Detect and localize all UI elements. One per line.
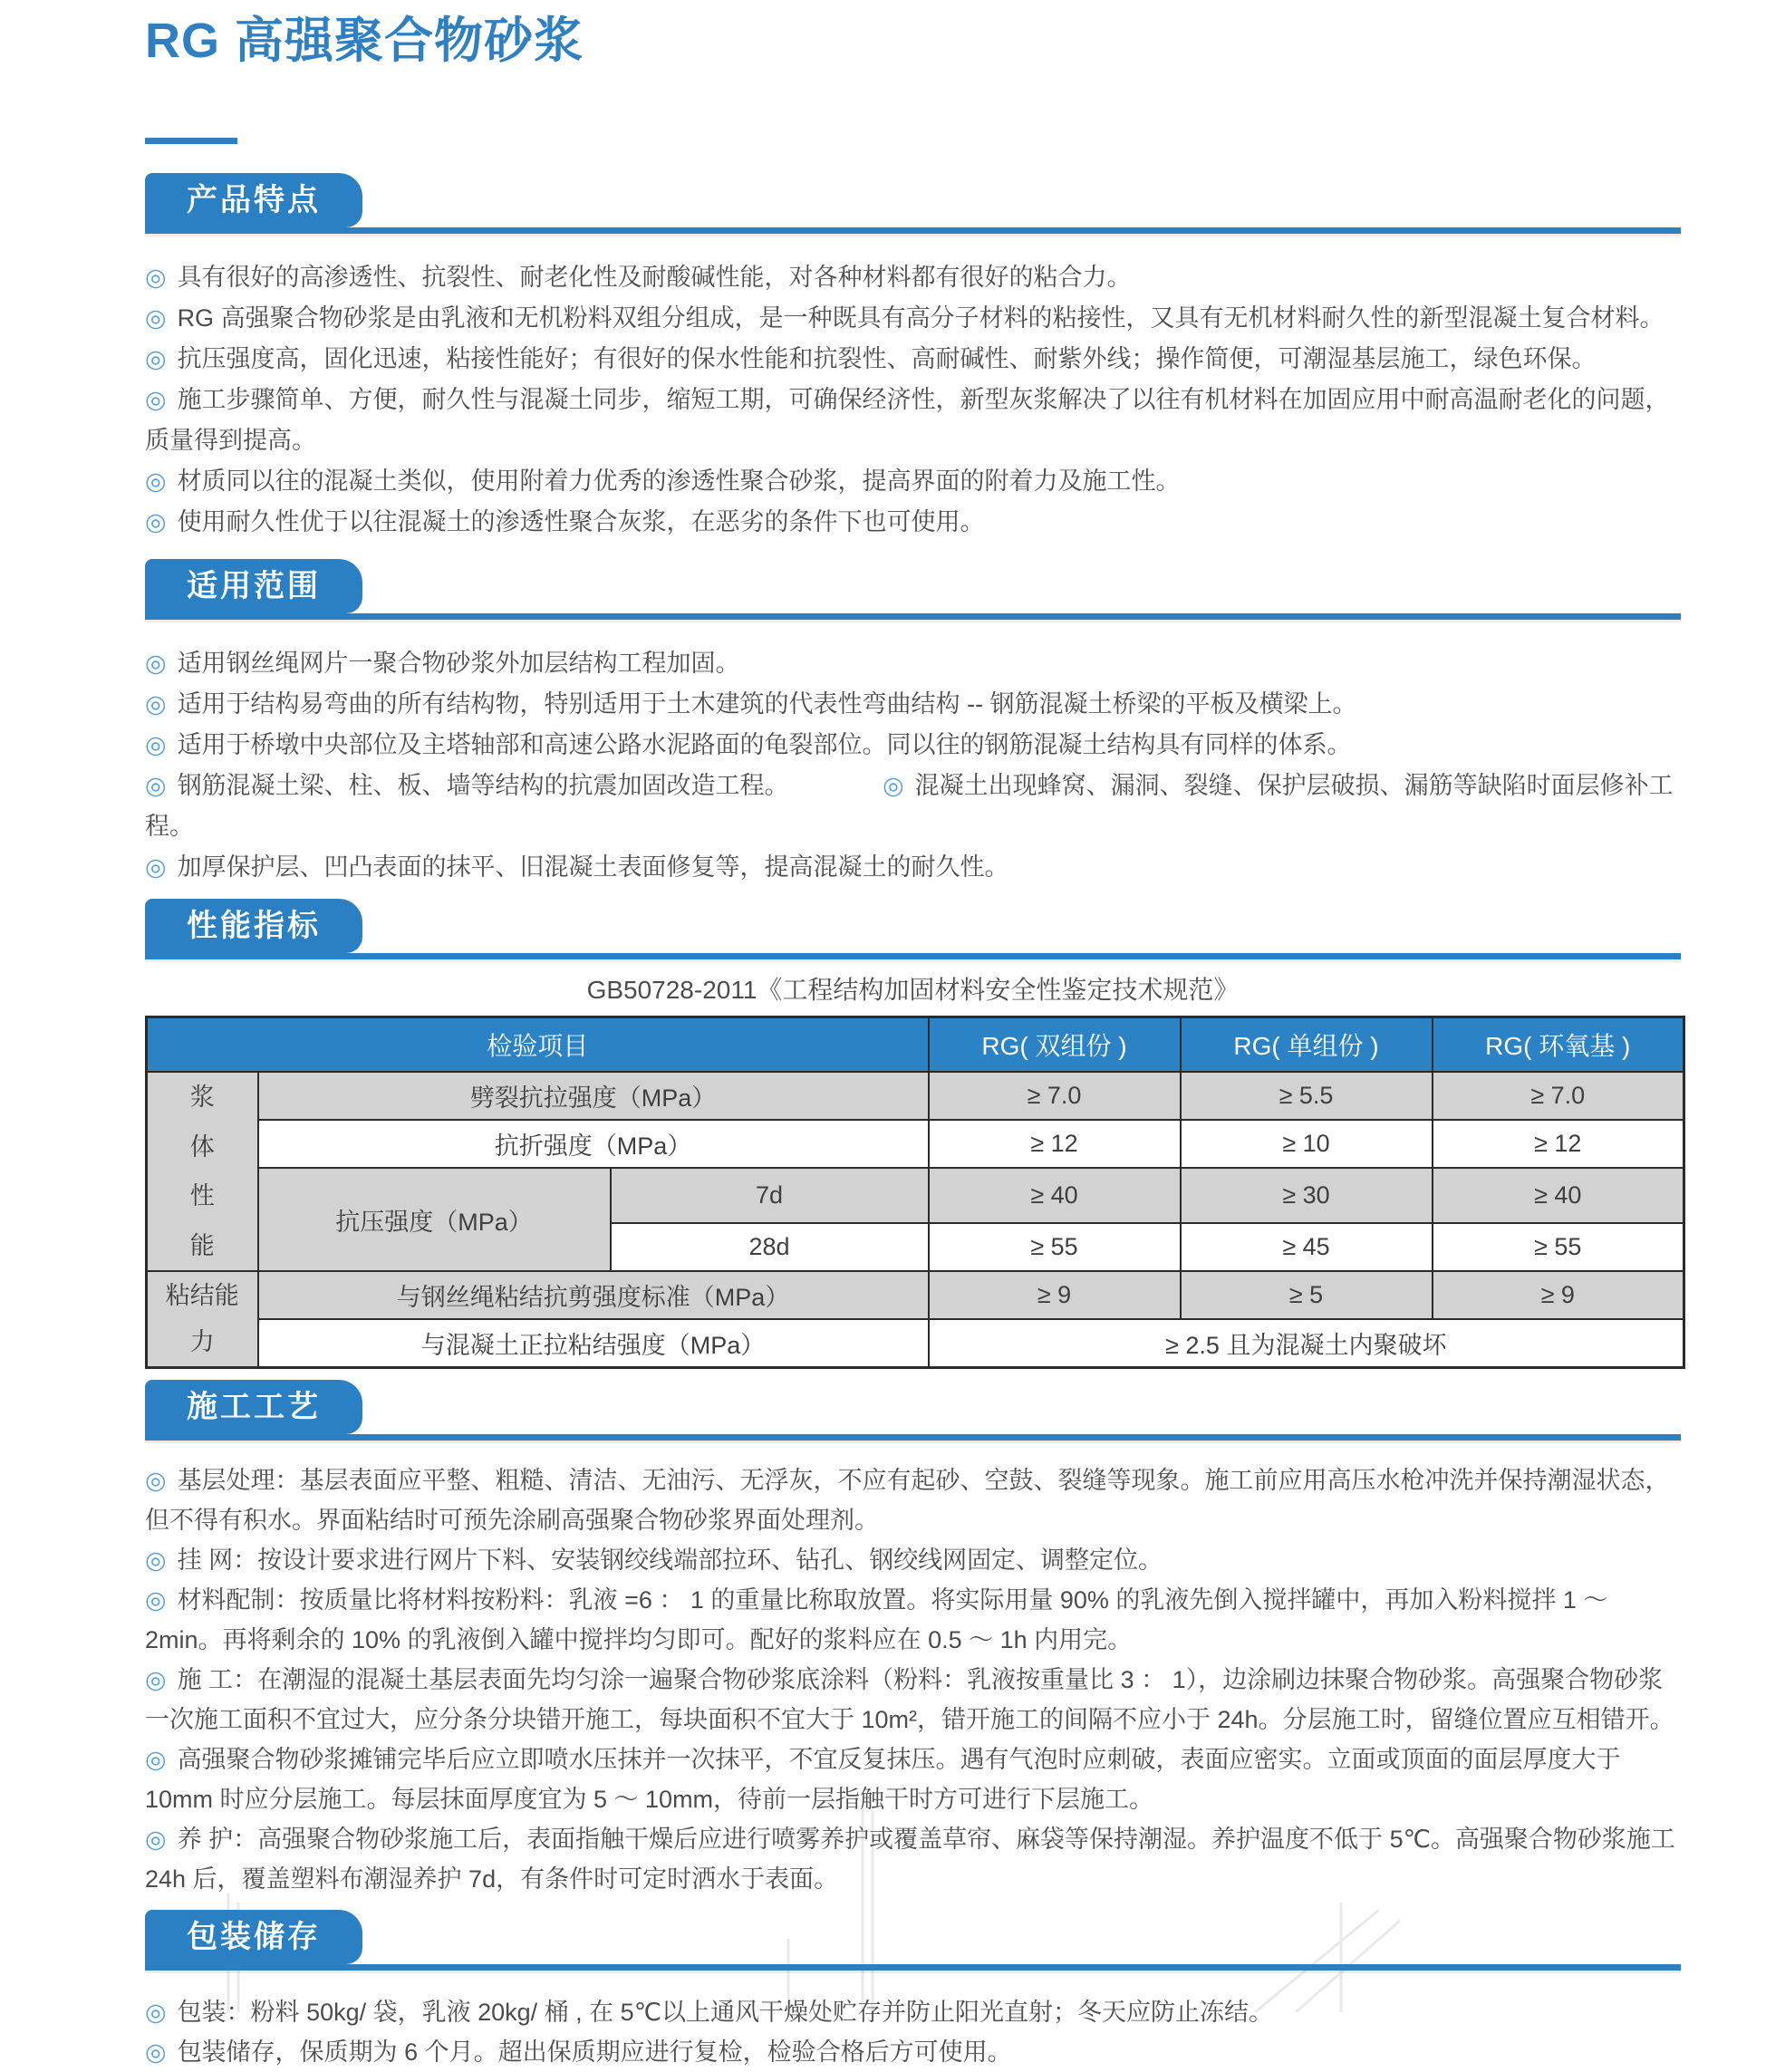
table-row [147, 1271, 1684, 1319]
bullet-text: 抗压强度高，固化迅速，粘接性能好；有很好的保水性能和抗裂性、高耐碱性、耐紫外线；操作简便，可潮湿基层施工，绿色环保。 [177, 345, 1597, 372]
bullet-item [145, 1460, 1681, 1540]
bullet-item [145, 1580, 1681, 1660]
section-header-performance [145, 899, 1681, 959]
bullet-item [145, 643, 1681, 684]
row-item: 抗折强度（MPa） [258, 1120, 929, 1168]
bullet-icon: ◎ [145, 1746, 167, 1774]
row-value: ≥ 7.0 [1433, 1072, 1684, 1120]
bullet-text: 施工步骤简单、方便，耐久性与混凝土同步，缩短工期，可确保经济性，新型灰浆解决了以往有机材料在加固应用中耐高温耐老化的问题，质量得到提高。 [145, 386, 1670, 454]
bullet-text: 施 工：在潮湿的混凝土基层表面先均匀涂一遍聚合物砂浆底涂料（粉料：乳液按重量比 3 ： 1），边涂刷边抹聚合物砂浆。高强聚合物砂浆一次施工面积不宜过大，应分条分块错开施工，每块面积不宜大于 10m²，错开施工的间隔不应小于 24h。分层施工时，留缝位置应互相错开。 [145, 1666, 1674, 1734]
table-row [147, 1168, 1684, 1223]
bullet-icon: ◎ [145, 1826, 167, 1854]
bullet-text: 加厚保护层、凹凸表面的抹平、旧混凝土表面修复等，提高混凝土的耐久性。 [177, 853, 1009, 881]
bullet-text: 包装储存，保质期为 6 个月。超出保质期应进行复检，检验合格后方可使用。 [177, 2038, 1012, 2067]
bullet-text: 材料配制：按质量比将材料按粉料：乳液 =6 ： 1 的重量比称取放置。将实际用量 90% 的乳液先倒入搅拌罐中，再加入粉料搅拌 1 ～ 2min。再将剩余的 10% 的乳液倒入罐中搅拌均匀即可。配好的浆料应在 0.5 ～ 1h 内用完。 [145, 1586, 1608, 1654]
table-header-row [147, 1017, 1684, 1073]
scope-bullet-list [145, 620, 1681, 888]
row-item: 与混凝土正拉粘结强度（MPa） [258, 1319, 929, 1368]
bullet-item-pair [145, 766, 1681, 847]
table-caption: GB50728-2011《工程结构加固材料安全性鉴定技术规范》 [586, 976, 1240, 1004]
process-bullet-list [145, 1441, 1681, 1899]
table-header-rg-double: RG( 双组份 ) [929, 1017, 1181, 1073]
bullet-icon: ◎ [145, 1467, 167, 1495]
performance-table [145, 1016, 1685, 1369]
bullet-text: 具有很好的高渗透性、抗裂性、耐老化性及耐酸碱性能，对各种材料都有很好的粘合力。 [177, 264, 1132, 291]
bullet-item [145, 502, 1681, 543]
bullet-text: 材质同以往的混凝土类似，使用附着力优秀的渗透性聚合砂浆，提高界面的附着力及施工性。 [177, 467, 1181, 495]
bullet-text: 挂 网：按设计要求进行网片下料、安装钢绞线端部拉环、钻孔、钢绞线网固定、调整定位。 [177, 1547, 1163, 1575]
row-item: 劈裂抗拉强度（MPa） [258, 1072, 929, 1120]
features-bullet-list [145, 234, 1681, 543]
bullet-icon: ◎ [883, 772, 904, 799]
row-subitem: 28d [611, 1223, 929, 1271]
bullet-item [145, 257, 1681, 298]
bullet-item [145, 1540, 1681, 1580]
row-item: 与钢丝绳粘结抗剪强度标准（MPa） [258, 1271, 929, 1319]
bullet-icon: ◎ [145, 731, 167, 758]
bullet-item [145, 684, 1681, 725]
table-row [147, 1072, 1684, 1120]
bullet-text: 高强聚合物砂浆摊铺完毕后应立即喷水压抹并一次抹平，不宜反复抹压。遇有气泡时应刺破，表面应密实。立面或顶面的面层厚度大于 10mm 时应分层施工。每层抹面厚度宜为 5 ～ 10mm，待前一层指触干时方可进行下层施工。 [145, 1746, 1621, 1814]
section-header-features [145, 173, 1681, 234]
row-value: ≥ 7.0 [929, 1072, 1181, 1120]
bullet-pair-left [145, 772, 789, 799]
row-value: ≥ 9 [1433, 1271, 1684, 1319]
row-value: ≥ 30 [1181, 1168, 1433, 1223]
table-header-rg-epoxy: RG( 环氧基 ) [1433, 1017, 1684, 1073]
group-label-bonding: 粘结能力 [147, 1271, 258, 1368]
bullet-icon: ◎ [145, 264, 167, 291]
title-underline [145, 138, 237, 144]
bullet-text: 钢筋混凝土梁、柱、板、墙等结构的抗震加固改造工程。 [177, 772, 789, 799]
bullet-text: 适用钢丝绳网片一聚合物砂浆外加层结构工程加固。 [177, 650, 740, 677]
row-value: ≥ 5 [1181, 1271, 1433, 1319]
bullet-item [145, 1660, 1681, 1740]
group-label-slurry: 浆体性能 [147, 1072, 258, 1271]
table-row [147, 1319, 1684, 1368]
bullet-icon: ◎ [145, 386, 167, 413]
packaging-bullet-list [145, 1971, 1681, 2072]
section-header-process [145, 1380, 1681, 1441]
bullet-item [145, 298, 1681, 339]
bullet-item [145, 1740, 1681, 1819]
row-value-merged: ≥ 2.5 且为混凝土内聚破坏 [929, 1319, 1684, 1368]
table-row [147, 1120, 1684, 1168]
section-badge-performance: 性能指标 [145, 899, 362, 953]
bullet-icon: ◎ [145, 1666, 167, 1694]
section-header-packaging [145, 1910, 1681, 1971]
bullet-icon: ◎ [145, 772, 167, 799]
bullet-item [145, 1992, 1681, 2032]
row-value: ≥ 55 [929, 1223, 1181, 1271]
row-value: ≥ 40 [1433, 1168, 1684, 1223]
bullet-icon: ◎ [145, 1999, 167, 2027]
bullet-icon: ◎ [145, 467, 167, 495]
bullet-icon: ◎ [145, 650, 167, 677]
row-value: ≥ 9 [929, 1271, 1181, 1319]
bullet-icon: ◎ [145, 508, 167, 535]
bullet-item [145, 1819, 1681, 1899]
bullet-item [145, 461, 1681, 502]
bullet-icon: ◎ [145, 853, 167, 881]
section-badge-process: 施工工艺 [145, 1380, 362, 1434]
bullet-text: 适用于结构易弯曲的所有结构物，特别适用于土木建筑的代表性弯曲结构 -- 钢筋混凝土桥梁的平板及横梁上。 [177, 690, 1357, 718]
bullet-icon: ◎ [145, 345, 167, 372]
row-value: ≥ 55 [1433, 1223, 1684, 1271]
bullet-text: 养 护：高强聚合物砂浆施工后，表面指触干燥后应进行喷雾养护或覆盖草帘、麻袋等保持潮湿。养护温度不低于 5℃。高强聚合物砂浆施工 24h 后，覆盖塑料布潮湿养护 7d，有条件时可定时洒水于表面。 [145, 1826, 1675, 1894]
section-header-scope [145, 559, 1681, 620]
section-badge-packaging: 包装储存 [145, 1910, 362, 1964]
bullet-text: RG 高强聚合物砂浆是由乳液和无机粉料双组分组成，是一种既具有高分子材料的粘接性，又具有无机材料耐久性的新型混凝土复合材料。 [177, 304, 1664, 332]
bullet-text: 使用耐久性优于以往混凝土的渗透性聚合灰浆，在恶劣的条件下也可使用。 [177, 508, 985, 535]
bullet-icon: ◎ [145, 690, 167, 718]
bullet-item [145, 380, 1681, 461]
bullet-text: 包装：粉料 50kg/ 袋，乳液 20kg/ 桶 , 在 5℃以上通风干燥处贮存并防止阳光直射；冬天应防止冻结。 [177, 1999, 1274, 2027]
bullet-item [145, 339, 1681, 380]
row-value: ≥ 5.5 [1181, 1072, 1433, 1120]
row-value: ≥ 12 [929, 1120, 1181, 1168]
bullet-item [145, 2032, 1681, 2072]
bullet-item [145, 725, 1681, 766]
bullet-text: 基层处理：基层表面应平整、粗糙、清洁、无油污、无浮灰，不应有起砂、空鼓、裂缝等现象。施工前应用高压水枪冲洗并保持潮湿状态，但不得有积水。界面粘结时可预先涂刷高强聚合物砂浆界面处理剂。 [145, 1467, 1670, 1535]
section-badge-features: 产品特点 [145, 173, 362, 227]
table-header-rg-single: RG( 单组份 ) [1181, 1017, 1433, 1073]
row-value: ≥ 40 [929, 1168, 1181, 1223]
row-value: ≥ 45 [1181, 1223, 1433, 1271]
page-title: RG 高强聚合物砂浆 [145, 14, 584, 68]
table-header-item: 检验项目 [147, 1017, 929, 1073]
bullet-icon: ◎ [145, 2038, 167, 2067]
bullet-icon: ◎ [145, 304, 167, 332]
bullet-icon: ◎ [145, 1547, 167, 1575]
section-badge-scope: 适用范围 [145, 559, 362, 613]
bullet-text: 适用于桥墩中央部位及主塔轴部和高速公路水泥路面的龟裂部位。同以往的钢筋混凝土结构具有同样的体系。 [177, 731, 1352, 758]
bullet-text: 混凝土出现蜂窝、漏洞、裂缝、保护层破损、漏筋等缺陷时面层修补工程。 [145, 772, 1674, 840]
row-value: ≥ 10 [1181, 1120, 1433, 1168]
row-item-compressive: 抗压强度（MPa） [258, 1168, 611, 1271]
bullet-icon: ◎ [145, 1586, 167, 1614]
row-subitem: 7d [611, 1168, 929, 1223]
row-value: ≥ 12 [1433, 1120, 1684, 1168]
bullet-item [145, 847, 1681, 888]
